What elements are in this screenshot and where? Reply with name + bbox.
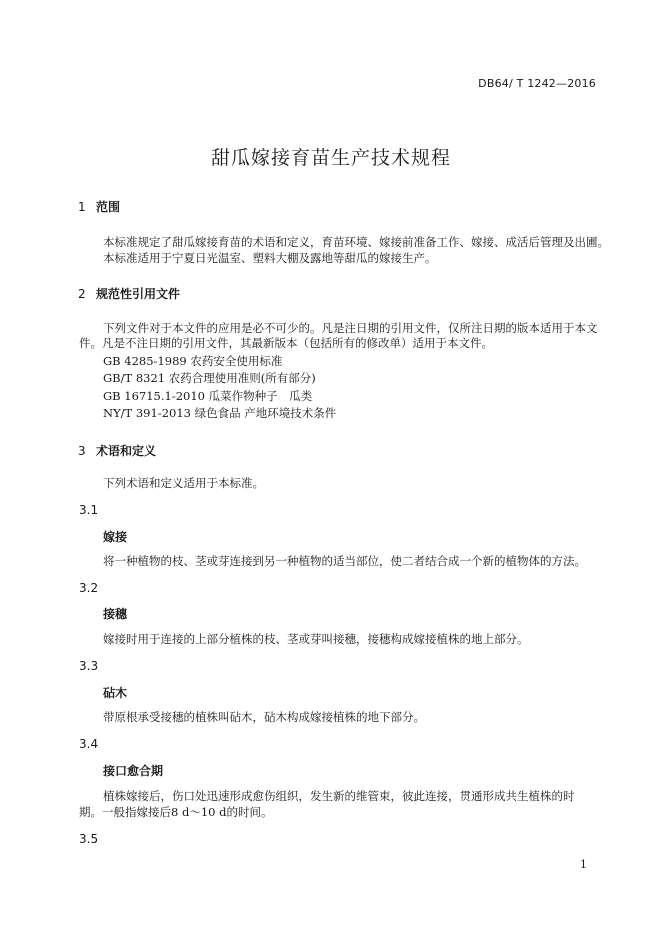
section-number: 2	[78, 287, 86, 301]
page-number: 1	[580, 858, 587, 871]
term-definition: 期。一般指嫁接后8 d～10 d的时间。	[79, 805, 273, 819]
section-2-heading	[78, 285, 180, 302]
section-1-heading	[78, 198, 120, 215]
reference-item: GB 4285-1989 农药安全使用标准	[103, 354, 283, 368]
subsection-number: 3.4	[79, 737, 99, 751]
term-name: 嫁接	[103, 530, 128, 544]
reference-item: GB 16715.1-2010 瓜菜作物种子 瓜类	[103, 389, 313, 403]
term-name: 接口愈合期	[103, 764, 164, 778]
paragraph: 本标准规定了甜瓜嫁接育苗的术语和定义，育苗环境、嫁接前准备工作、嫁接、成活后管理及出圃。	[103, 235, 609, 249]
reference-item: NY/T 391-2013 绿色食品 产地环境技术条件	[103, 406, 337, 420]
term-definition: 嫁接时用于连接的上部分植株的枝、茎或芽叫接穗，接穗构成嫁接植株的地上部分。	[103, 632, 529, 646]
paragraph: 下列文件对于本文件的应用是必不可少的。凡是注日期的引用文件，仅所注日期的版本适用于本文	[103, 321, 598, 335]
paragraph: 下列术语和定义适用于本标准。	[103, 476, 264, 490]
subsection-number: 3.3	[79, 659, 99, 673]
section-3-heading	[78, 442, 156, 459]
paragraph: 件。凡是不注日期的引用文件，其最新版本（包括所有的修改单）适用于本文件。	[79, 336, 493, 350]
term-name: 接穗	[103, 607, 128, 621]
term-definition: 带原根承受接穗的植株叫砧木，砧木构成嫁接植株的地下部分。	[103, 710, 425, 724]
section-number: 1	[78, 200, 86, 214]
subsection-number: 3.5	[79, 832, 99, 846]
subsection-number: 3.2	[79, 581, 99, 595]
section-number: 3	[78, 444, 86, 458]
paragraph: 本标准适用于宁夏日光温室、塑料大棚及露地等甜瓜的嫁接生产。	[103, 251, 437, 265]
section-title: 术语和定义	[96, 444, 157, 458]
term-name: 砧木	[103, 686, 128, 700]
term-definition: 将一种植物的枝、茎或芽连接到另一种植物的适当部位，使二者结合成一个新的植物体的方法。	[103, 554, 586, 568]
subsection-number: 3.1	[79, 503, 99, 517]
section-title: 规范性引用文件	[96, 287, 181, 301]
page-title: 甜瓜嫁接育苗生产技术规程	[210, 147, 451, 169]
section-title: 范围	[96, 200, 121, 214]
document-number: DB64/ T 1242—2016	[478, 77, 596, 90]
term-definition: 植株嫁接后，伤口处迅速形成愈伤组织，发生新的维管束，彼此连接，贯通形成共生植株的时	[103, 789, 575, 803]
reference-item: GB/T 8321 农药合理使用准则(所有部分)	[103, 371, 316, 385]
